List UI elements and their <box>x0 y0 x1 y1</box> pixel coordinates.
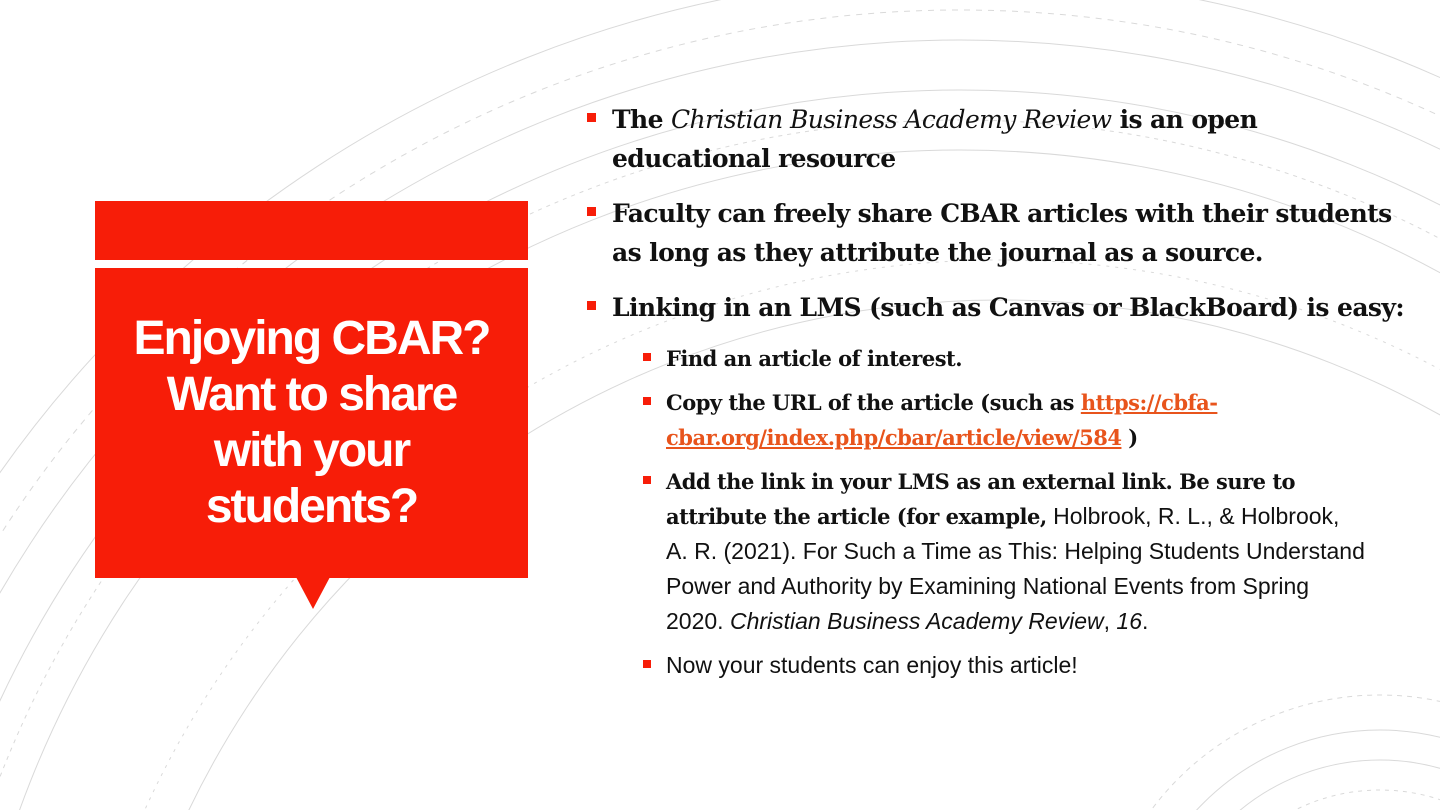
sub-bullet-text: Add the link in your LMS as an external link. Be sure to attribute the article (for example, <box>666 469 1296 529</box>
callout-pointer <box>296 577 330 609</box>
citation-end: . <box>1142 608 1149 634</box>
sub-bullet-text: Now your students can enjoy this article! <box>666 652 1078 678</box>
square-bullet-icon <box>643 353 651 361</box>
bullet-item-sharing <box>585 194 1415 272</box>
bullet-item-oer <box>585 100 1415 178</box>
sub-bullet-add-link <box>585 464 1366 639</box>
citation-volume: 16 <box>1116 608 1143 634</box>
square-bullet-icon <box>643 660 651 668</box>
title-line: students? <box>205 480 418 533</box>
citation-journal: Christian Business Academy Review <box>729 608 1104 634</box>
bullet-list <box>585 100 1415 692</box>
title-line: Want to share <box>166 368 457 421</box>
accent-bar <box>95 201 528 260</box>
sub-bullet-find <box>585 341 1366 376</box>
square-bullet-icon <box>587 207 596 216</box>
bullet-text: is an open educational resource <box>612 105 1258 173</box>
square-bullet-icon <box>587 301 596 310</box>
sub-bullet-text: Find an article of interest. <box>666 346 963 371</box>
slide-title <box>122 311 502 535</box>
bullet-item-linking <box>585 288 1415 327</box>
sub-bullet-copy-url <box>585 385 1366 455</box>
bullet-text: Linking in an LMS (such as Canvas or BlackBoard) is easy: <box>612 293 1404 322</box>
square-bullet-icon <box>587 113 596 122</box>
sub-bullet-enjoy <box>585 648 1366 683</box>
citation-authors: Holbrook, R. L., & Holbrook, A. R. (2021). For Such a Time as This: Helping Students Understand Power and Authority by Examining National Events from Spring 2020. <box>666 503 1365 634</box>
bullet-text: The <box>612 105 671 134</box>
sub-bullet-text: Copy the URL of the article (such as <box>666 390 1081 415</box>
square-bullet-icon <box>643 476 651 484</box>
bullet-text: Faculty can freely share CBAR articles with their students as long as they attribute the journal as a source. <box>612 199 1392 267</box>
article-url-link[interactable]: https://cbfa-cbar.org/index.php/cbar/article/view/584 <box>666 390 1218 450</box>
square-bullet-icon <box>643 397 651 405</box>
citation-separator: , <box>1103 608 1117 634</box>
title-line: Enjoying CBAR? <box>133 312 490 365</box>
title-callout <box>95 268 528 578</box>
title-line: with your <box>213 424 410 477</box>
journal-title: Christian Business Academy Review <box>671 105 1112 134</box>
sub-bullet-list <box>585 341 1415 683</box>
sub-bullet-text: ) <box>1121 425 1138 450</box>
